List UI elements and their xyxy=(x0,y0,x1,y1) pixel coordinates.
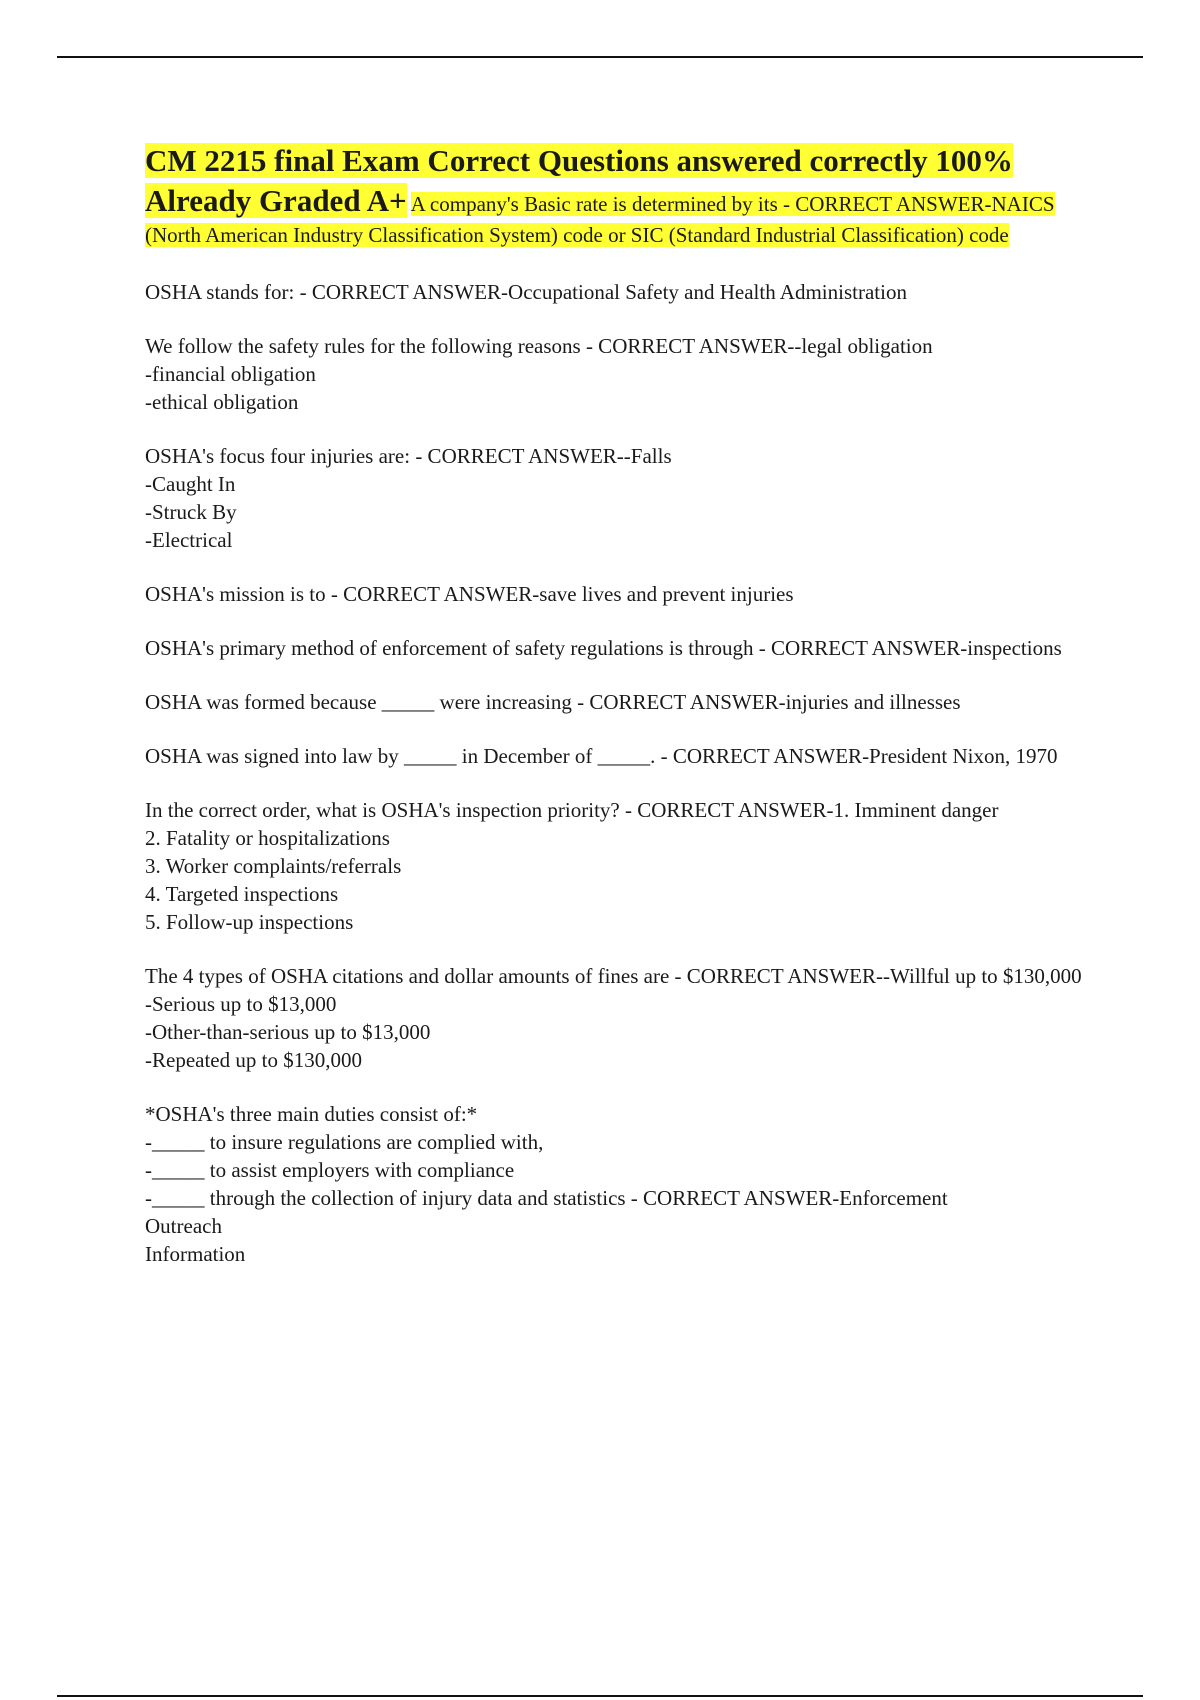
question-line: In the correct order, what is OSHA's inspection priority? - CORRECT ANSWER-1. Imminent danger xyxy=(145,798,999,822)
question-line: Information xyxy=(145,1242,246,1266)
question-line: 3. Worker complaints/referrals xyxy=(145,854,402,878)
question-line: 4. Targeted inspections xyxy=(145,882,339,906)
document-title: CM 2215 final Exam Correct Questions answered correctly 100% Already Graded A+ xyxy=(145,143,1013,218)
question-item xyxy=(145,742,1105,770)
question-line: -Struck By xyxy=(145,500,237,524)
question-line: -Caught In xyxy=(145,472,236,496)
question-line: OSHA was formed because _____ were increasing - CORRECT ANSWER-injuries and illnesses xyxy=(145,690,961,714)
intro-question: A company's Basic rate is determined by its - CORRECT ANSWER-NAICS (North American Industry Classification System) code or SIC (Standard Industrial Classification) code xyxy=(145,192,1055,247)
question-item xyxy=(145,1100,1105,1268)
question-line: -financial obligation xyxy=(145,362,316,386)
bottom-rule xyxy=(57,1695,1143,1697)
question-line: We follow the safety rules for the following reasons - CORRECT ANSWER--legal obligation xyxy=(145,334,933,358)
question-line: OSHA's primary method of enforcement of safety regulations is through - CORRECT ANSWER-inspections xyxy=(145,636,1062,660)
question-item xyxy=(145,580,1105,608)
question-line: -ethical obligation xyxy=(145,390,299,414)
question-item xyxy=(145,442,1105,554)
question-line: -_____ through the collection of injury data and statistics - CORRECT ANSWER-Enforcement xyxy=(145,1186,948,1210)
question-line: -Repeated up to $130,000 xyxy=(145,1048,362,1072)
question-line: -Electrical xyxy=(145,528,233,552)
question-item xyxy=(145,962,1105,1074)
question-line: OSHA's mission is to - CORRECT ANSWER-save lives and prevent injuries xyxy=(145,582,794,606)
question-list xyxy=(145,278,1105,1268)
question-line: -Other-than-serious up to $13,000 xyxy=(145,1020,431,1044)
question-line: OSHA was signed into law by _____ in December of _____. - CORRECT ANSWER-President Nixon, 1970 xyxy=(145,744,1058,768)
question-item xyxy=(145,332,1105,416)
document-body xyxy=(145,141,1105,1294)
document-header xyxy=(145,141,1105,252)
question-line: -Serious up to $13,000 xyxy=(145,992,337,1016)
question-line: *OSHA's three main duties consist of:* xyxy=(145,1102,478,1126)
question-item xyxy=(145,278,1105,306)
question-line: Outreach xyxy=(145,1214,222,1238)
top-rule xyxy=(57,56,1143,58)
question-line: -_____ to insure regulations are complied with, xyxy=(145,1130,544,1154)
question-line: OSHA's focus four injuries are: - CORRECT ANSWER--Falls xyxy=(145,444,672,468)
question-line: OSHA stands for: - CORRECT ANSWER-Occupational Safety and Health Administration xyxy=(145,280,907,304)
question-line: The 4 types of OSHA citations and dollar amounts of fines are - CORRECT ANSWER--Willful up to $130,000 xyxy=(145,964,1082,988)
question-item xyxy=(145,796,1105,936)
question-item xyxy=(145,634,1105,662)
question-item xyxy=(145,688,1105,716)
question-line: 2. Fatality or hospitalizations xyxy=(145,826,390,850)
question-line: -_____ to assist employers with compliance xyxy=(145,1158,515,1182)
question-line: 5. Follow-up inspections xyxy=(145,910,354,934)
